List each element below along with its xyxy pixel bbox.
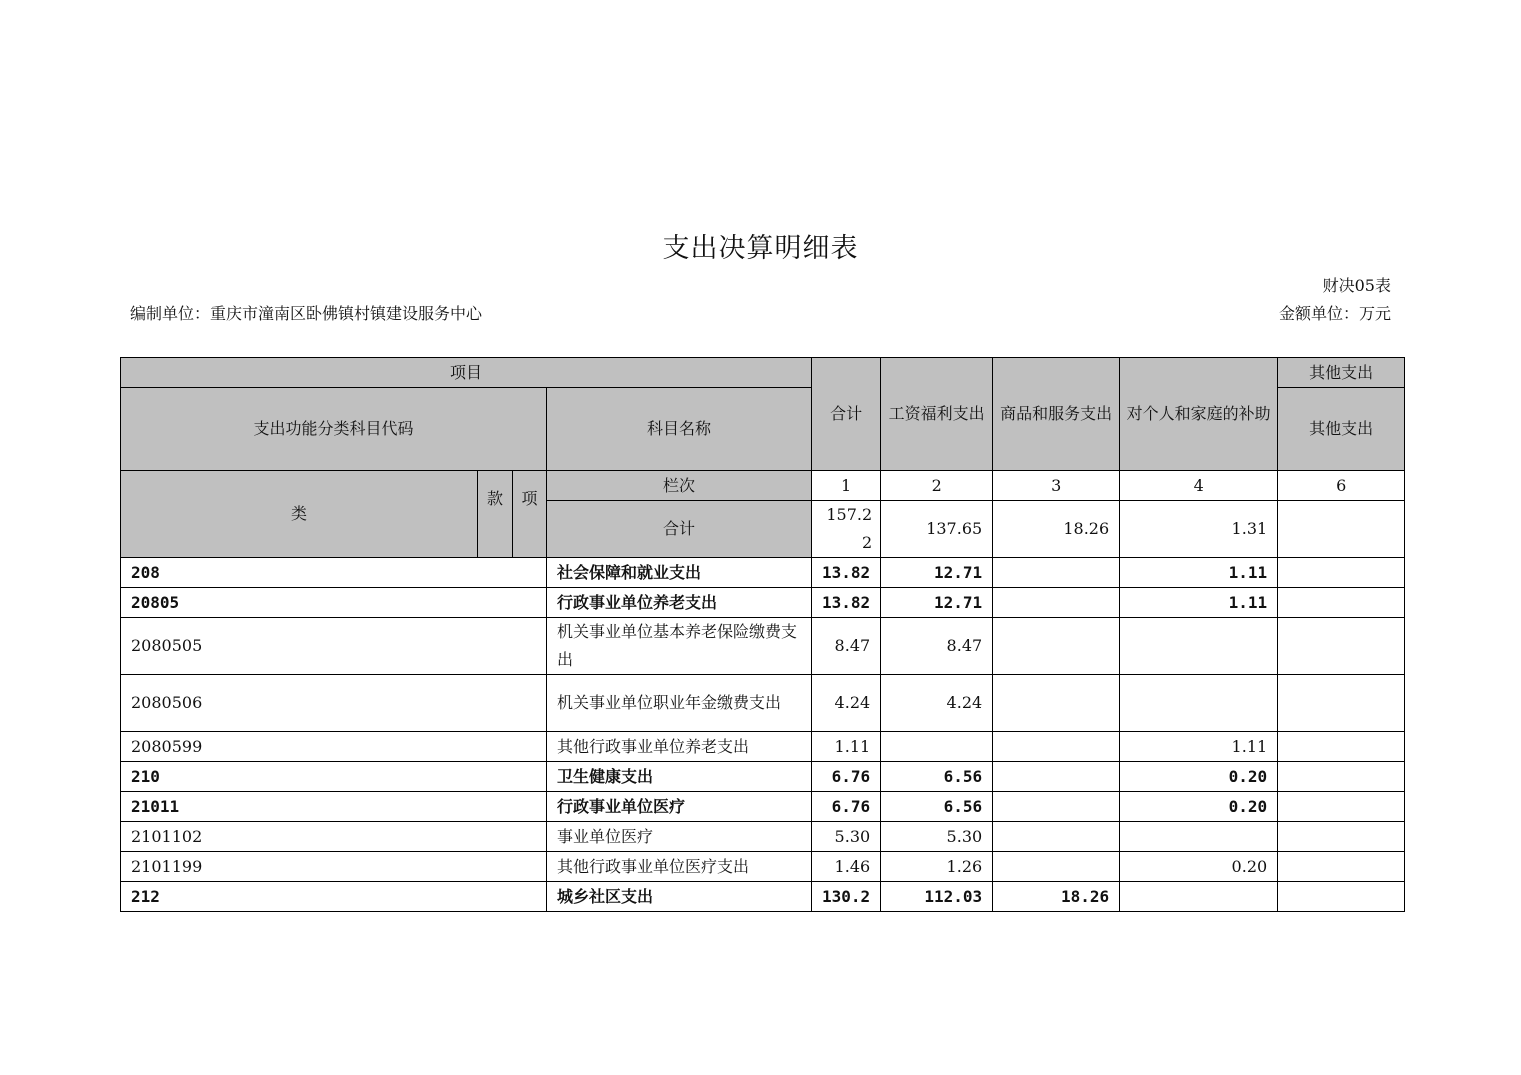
cell-code: 2080505 bbox=[121, 618, 547, 675]
cell-code: 208 bbox=[121, 558, 547, 588]
cell-code: 2080599 bbox=[121, 732, 547, 762]
cell-goods bbox=[993, 675, 1120, 732]
cell-other bbox=[1278, 588, 1405, 618]
cell-wage: 12.71 bbox=[881, 558, 993, 588]
cell-total: 8.47 bbox=[812, 618, 881, 675]
cell-subsidy: 0.20 bbox=[1120, 852, 1278, 882]
cell-subsidy: 0.20 bbox=[1120, 792, 1278, 822]
cell-total: 5.30 bbox=[812, 822, 881, 852]
cell-code: 212 bbox=[121, 882, 547, 912]
cell-goods bbox=[993, 732, 1120, 762]
col-no-1: 1 bbox=[812, 471, 881, 501]
cell-other bbox=[1278, 852, 1405, 882]
cell-other bbox=[1278, 822, 1405, 852]
header-goods: 商品和服务支出 bbox=[993, 358, 1120, 471]
cell-goods bbox=[993, 822, 1120, 852]
header-kuan: 款 bbox=[478, 471, 513, 558]
cell-name: 其他行政事业单位养老支出 bbox=[547, 732, 812, 762]
cell-other bbox=[1278, 675, 1405, 732]
total-row-subsidy: 1.31 bbox=[1120, 501, 1278, 558]
cell-code: 2101199 bbox=[121, 852, 547, 882]
col-no-4: 4 bbox=[1120, 471, 1278, 501]
cell-other bbox=[1278, 882, 1405, 912]
cell-total: 4.24 bbox=[812, 675, 881, 732]
cell-subsidy: 1.11 bbox=[1120, 588, 1278, 618]
cell-goods bbox=[993, 588, 1120, 618]
cell-wage: 6.56 bbox=[881, 762, 993, 792]
header-name: 科目名称 bbox=[547, 388, 812, 471]
table-row bbox=[121, 762, 1405, 792]
total-row-label: 合计 bbox=[547, 501, 812, 558]
table-row bbox=[121, 588, 1405, 618]
cell-wage: 12.71 bbox=[881, 588, 993, 618]
total-row-total: 157.22 bbox=[812, 501, 881, 558]
cell-name: 机关事业单位基本养老保险缴费支出 bbox=[547, 618, 812, 675]
cell-total: 1.11 bbox=[812, 732, 881, 762]
cell-subsidy: 1.11 bbox=[1120, 558, 1278, 588]
form-number: 财决05表 bbox=[1322, 276, 1391, 295]
col-no-2: 2 bbox=[881, 471, 993, 501]
cell-code: 2101102 bbox=[121, 822, 547, 852]
cell-goods bbox=[993, 792, 1120, 822]
table-row bbox=[121, 822, 1405, 852]
cell-goods: 18.26 bbox=[993, 882, 1120, 912]
header-code: 支出功能分类科目代码 bbox=[121, 388, 547, 471]
header-xiang: 项 bbox=[513, 471, 547, 558]
cell-goods bbox=[993, 618, 1120, 675]
cell-wage: 5.30 bbox=[881, 822, 993, 852]
header-project: 项目 bbox=[121, 358, 812, 388]
cell-code: 210 bbox=[121, 762, 547, 792]
table-row bbox=[121, 675, 1405, 732]
cell-goods bbox=[993, 852, 1120, 882]
cell-wage: 6.56 bbox=[881, 792, 993, 822]
cell-other bbox=[1278, 762, 1405, 792]
header-other-group: 其他支出 bbox=[1278, 358, 1405, 388]
table-row bbox=[121, 852, 1405, 882]
cell-subsidy: 0.20 bbox=[1120, 762, 1278, 792]
cell-wage: 8.47 bbox=[881, 618, 993, 675]
col-no-6: 6 bbox=[1278, 471, 1405, 501]
expenditure-detail-table bbox=[120, 357, 1405, 912]
cell-subsidy bbox=[1120, 618, 1278, 675]
amount-unit: 金额单位：万元 bbox=[1278, 304, 1391, 323]
cell-name: 社会保障和就业支出 bbox=[547, 558, 812, 588]
cell-code: 2080506 bbox=[121, 675, 547, 732]
table-row bbox=[121, 558, 1405, 588]
header-wage: 工资福利支出 bbox=[881, 358, 993, 471]
cell-wage: 4.24 bbox=[881, 675, 993, 732]
cell-wage: 1.26 bbox=[881, 852, 993, 882]
cell-name: 其他行政事业单位医疗支出 bbox=[547, 852, 812, 882]
total-row-goods: 18.26 bbox=[993, 501, 1120, 558]
cell-wage: 112.03 bbox=[881, 882, 993, 912]
header-subsidy: 对个人和家庭的补助 bbox=[1120, 358, 1278, 471]
cell-code: 21011 bbox=[121, 792, 547, 822]
cell-name: 行政事业单位养老支出 bbox=[547, 588, 812, 618]
cell-subsidy bbox=[1120, 822, 1278, 852]
cell-goods bbox=[993, 762, 1120, 792]
cell-goods bbox=[993, 558, 1120, 588]
header-other: 其他支出 bbox=[1278, 388, 1405, 471]
header-total: 合计 bbox=[812, 358, 881, 471]
reporting-unit: 编制单位：重庆市潼南区卧佛镇村镇建设服务中心 bbox=[130, 304, 483, 323]
cell-code: 20805 bbox=[121, 588, 547, 618]
cell-other bbox=[1278, 558, 1405, 588]
cell-other bbox=[1278, 732, 1405, 762]
cell-subsidy: 1.11 bbox=[1120, 732, 1278, 762]
col-no-3: 3 bbox=[993, 471, 1120, 501]
cell-subsidy bbox=[1120, 882, 1278, 912]
table-row bbox=[121, 732, 1405, 762]
cell-name: 行政事业单位医疗 bbox=[547, 792, 812, 822]
cell-total: 13.82 bbox=[812, 588, 881, 618]
cell-name: 事业单位医疗 bbox=[547, 822, 812, 852]
cell-total: 6.76 bbox=[812, 762, 881, 792]
cell-total: 1.46 bbox=[812, 852, 881, 882]
cell-name: 城乡社区支出 bbox=[547, 882, 812, 912]
header-lei: 类 bbox=[121, 471, 478, 558]
cell-other bbox=[1278, 792, 1405, 822]
report-title: 支出决算明细表 bbox=[662, 233, 859, 264]
cell-name: 卫生健康支出 bbox=[547, 762, 812, 792]
header-lanci: 栏次 bbox=[547, 471, 812, 501]
table-row bbox=[121, 792, 1405, 822]
cell-wage bbox=[881, 732, 993, 762]
table-row bbox=[121, 618, 1405, 675]
cell-name: 机关事业单位职业年金缴费支出 bbox=[547, 675, 812, 732]
cell-total: 130.2 bbox=[812, 882, 881, 912]
cell-total: 6.76 bbox=[812, 792, 881, 822]
total-row-other bbox=[1278, 501, 1405, 558]
cell-subsidy bbox=[1120, 675, 1278, 732]
table-row bbox=[121, 882, 1405, 912]
total-row-wage: 137.65 bbox=[881, 501, 993, 558]
cell-other bbox=[1278, 618, 1405, 675]
cell-total: 13.82 bbox=[812, 558, 881, 588]
